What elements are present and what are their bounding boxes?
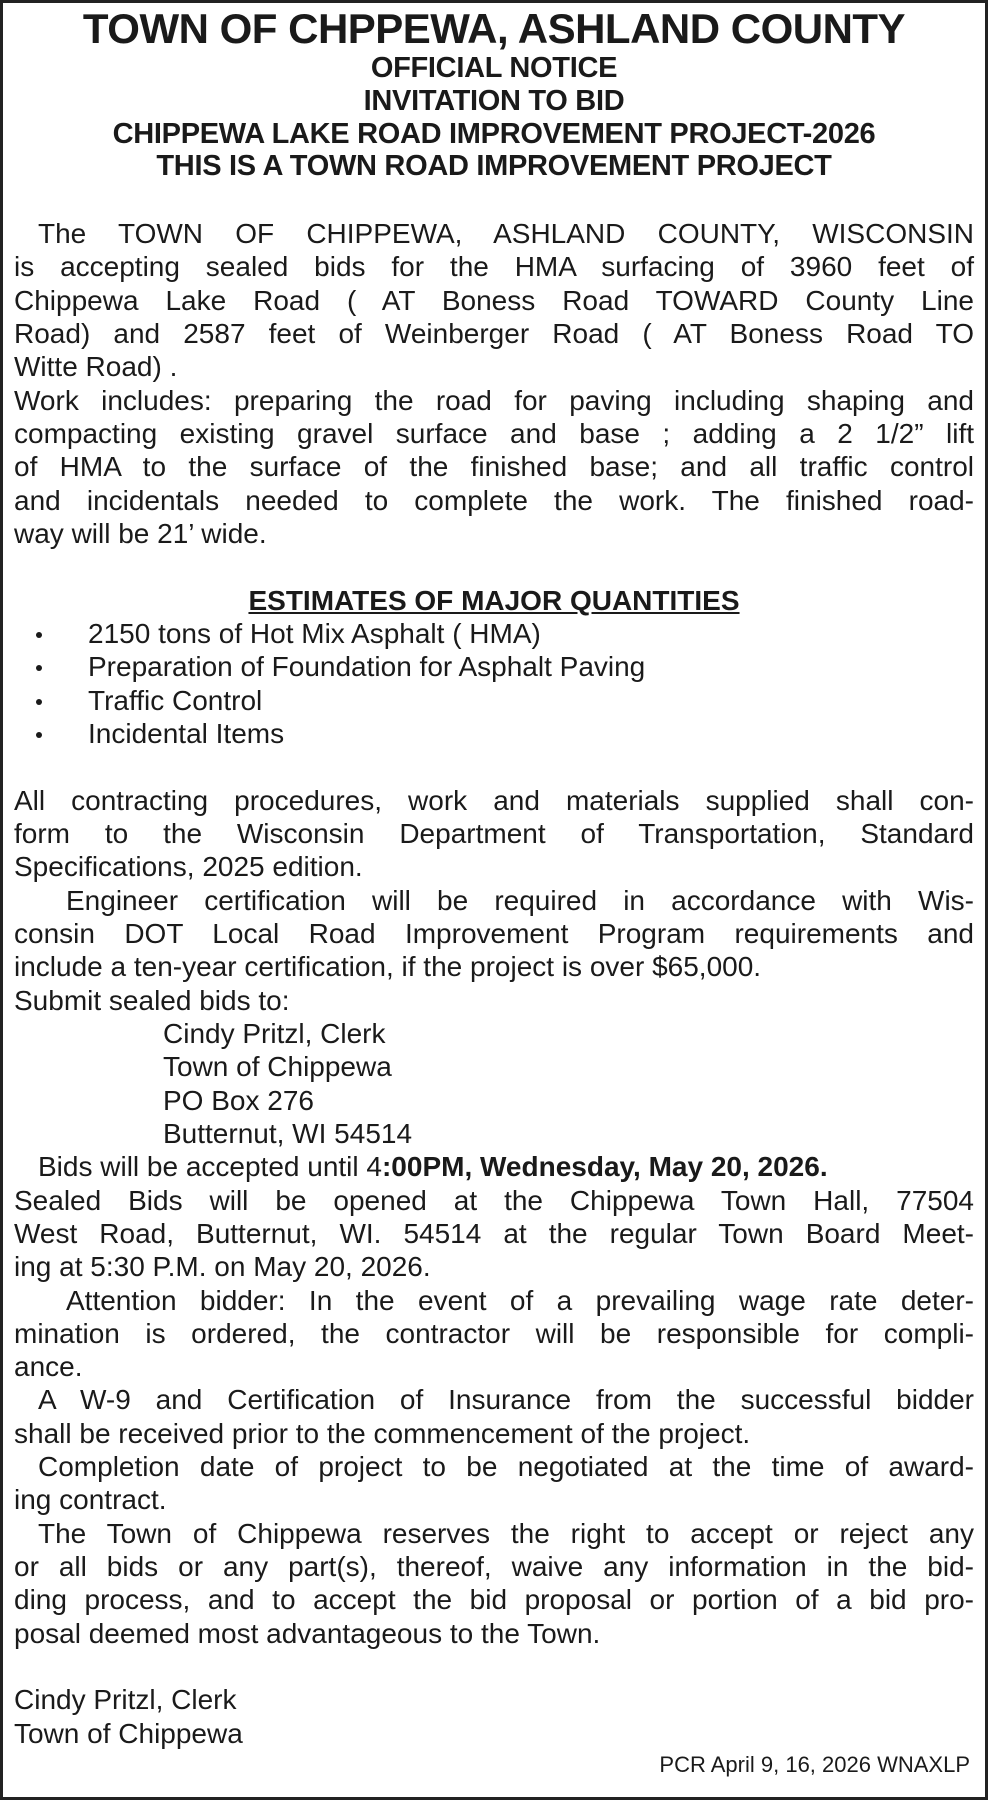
line-text: Bids will be accepted until 4 [38,1151,382,1183]
line-text: A W-9 and Certification of Insurance from the successful bidder [38,1384,974,1416]
text-line [14,484,974,517]
line-text: Chippewa Lake Road ( AT Boness Road TOWARD County Line [14,284,974,316]
text-line [14,1217,974,1250]
bullet-item [14,684,974,717]
blank-line [14,550,974,583]
line-text: way will be 21’ wide. [14,517,267,549]
line-text: posal deemed most advantageous to the Town. [14,1617,601,1649]
line-text: Engineer certification will be required in accordance with Wis- [66,884,974,916]
text-line [14,417,974,450]
line-text: Traffic Control [88,684,263,716]
text-line [14,1583,974,1616]
text-line [14,917,974,950]
text-line [14,350,974,383]
text-line [14,1717,974,1750]
notice-title: TOWN OF CHPPEWA, ASHLAND COUNTY [82,5,906,52]
line-text: Specifications, 2025 edition. [14,851,363,883]
text-line [14,1150,974,1183]
line-text: Town of Chippewa [14,1717,243,1749]
line-text: include a ten-year certification, if the project is over $65,000. [14,951,762,983]
address-line [14,1084,974,1117]
text-line [14,1350,974,1383]
notice-body [14,217,974,1750]
line-text: mination is ordered, the contractor will be responsible for compli- [14,1317,974,1349]
line-text: Witte Road) . [14,351,178,383]
text-line [14,284,974,317]
line-text: Cindy Pritzl, Clerk [163,1017,386,1049]
subtitle-invitation: INVITATION TO BID [363,85,625,117]
text-line [14,1483,974,1516]
text-line [14,217,974,250]
text-line [14,984,974,1017]
address-line [14,1117,974,1150]
line-text: The TOWN OF CHIPPEWA, ASHLAND COUNTY, WISCONSIN [38,218,974,249]
line-text: Sealed Bids will be opened at the Chippewa Town Hall, 77504 [14,1184,974,1216]
line-text: Work includes: preparing the road for paving including shaping and [14,384,974,416]
subtitle-town-road: THIS IS A TOWN ROAD IMPROVEMENT PROJECT [156,150,832,182]
text-line [14,950,974,983]
line-text: consin DOT Local Road Improvement Program requirements and [14,917,974,949]
line-text: ance. [14,1351,83,1383]
line-text: Road) and 2587 feet of Weinberger Road ( AT Boness Road TO [14,317,974,349]
line-text: 2150 tons of Hot Mix Asphalt ( HMA) [88,617,541,649]
text-line [14,1617,974,1650]
line-text: and incidentals needed to complete the work. The finished road- [14,484,974,516]
text-line [14,784,974,817]
line-text: form to the Wisconsin Department of Transportation, Standard [14,817,974,849]
line-text: is accepting sealed bids for the HMA surfacing of 3960 feet of [14,251,974,283]
line-text: Butternut, WI 54514 [163,1117,413,1149]
text-line [14,1550,974,1583]
line-text: ing contract. [14,1484,167,1516]
line-text: ing at 5:30 P.M. on May 20, 2026. [14,1251,431,1283]
line-text: PO Box 276 [163,1084,314,1116]
address-line [14,1017,974,1050]
address-line [14,1050,974,1083]
line-text: Preparation of Foundation for Asphalt Paving [88,651,646,683]
text-line [14,1317,974,1350]
publication-footer: PCR April 9, 16, 2026 WNAXLP [659,1752,970,1777]
text-line [14,1417,974,1450]
text-line [14,384,974,417]
line-text: shall be received prior to the commencement of the project. [14,1417,751,1449]
blank-line [14,1650,974,1683]
line-text: ESTIMATES OF MAJOR QUANTITIES [248,584,740,616]
text-line [14,884,974,917]
text-line [14,1284,974,1317]
text-line [14,1683,974,1716]
text-line [14,850,974,883]
line-text: Incidental Items [88,717,285,749]
line-text: Completion date of project to be negotiated at the time of award- [38,1451,974,1483]
text-line [14,450,974,483]
bullet-item [14,717,974,750]
line-text: Cindy Pritzl, Clerk [14,1684,237,1716]
text-line [14,1184,974,1217]
line-text: The Town of Chippewa reserves the right to accept or reject any [38,1517,974,1549]
line-text: compacting existing gravel surface and base ; adding a 2 1/2” lift [14,417,974,449]
section-heading [14,584,974,617]
line-text: Attention bidder: In the event of a prevailing wage rate deter- [66,1284,974,1316]
bullet-item [14,650,974,683]
text-line [14,1517,974,1550]
text-line [14,1250,974,1283]
line-text: ding process, and to accept the bid proposal or portion of a bid pro- [14,1584,974,1616]
line-text: Submit sealed bids to: [14,984,290,1016]
text-line [14,250,974,283]
text-line [14,1383,974,1416]
subtitle-official-notice: OFFICIAL NOTICE [370,52,618,84]
line-text: All contracting procedures, work and materials supplied shall con- [14,784,974,816]
bullet-item [14,617,974,650]
text-line [14,517,974,550]
blank-line [14,750,974,783]
line-text: or all bids or any part(s), thereof, waive any information in the bid- [14,1551,974,1583]
subtitle-project: CHIPPEWA LAKE ROAD IMPROVEMENT PROJECT-2026 [112,118,876,150]
text-line [14,317,974,350]
line-text: of HMA to the surface of the finished base; and all traffic control [14,451,974,483]
line-text: West Road, Butternut, WI. 54514 at the regular Town Board Meet- [14,1217,974,1249]
text-line [14,817,974,850]
bid-deadline: :00PM, Wednesday, May 20, 2026. [381,1151,828,1183]
line-text: Town of Chippewa [163,1051,392,1083]
text-line [14,1450,974,1483]
